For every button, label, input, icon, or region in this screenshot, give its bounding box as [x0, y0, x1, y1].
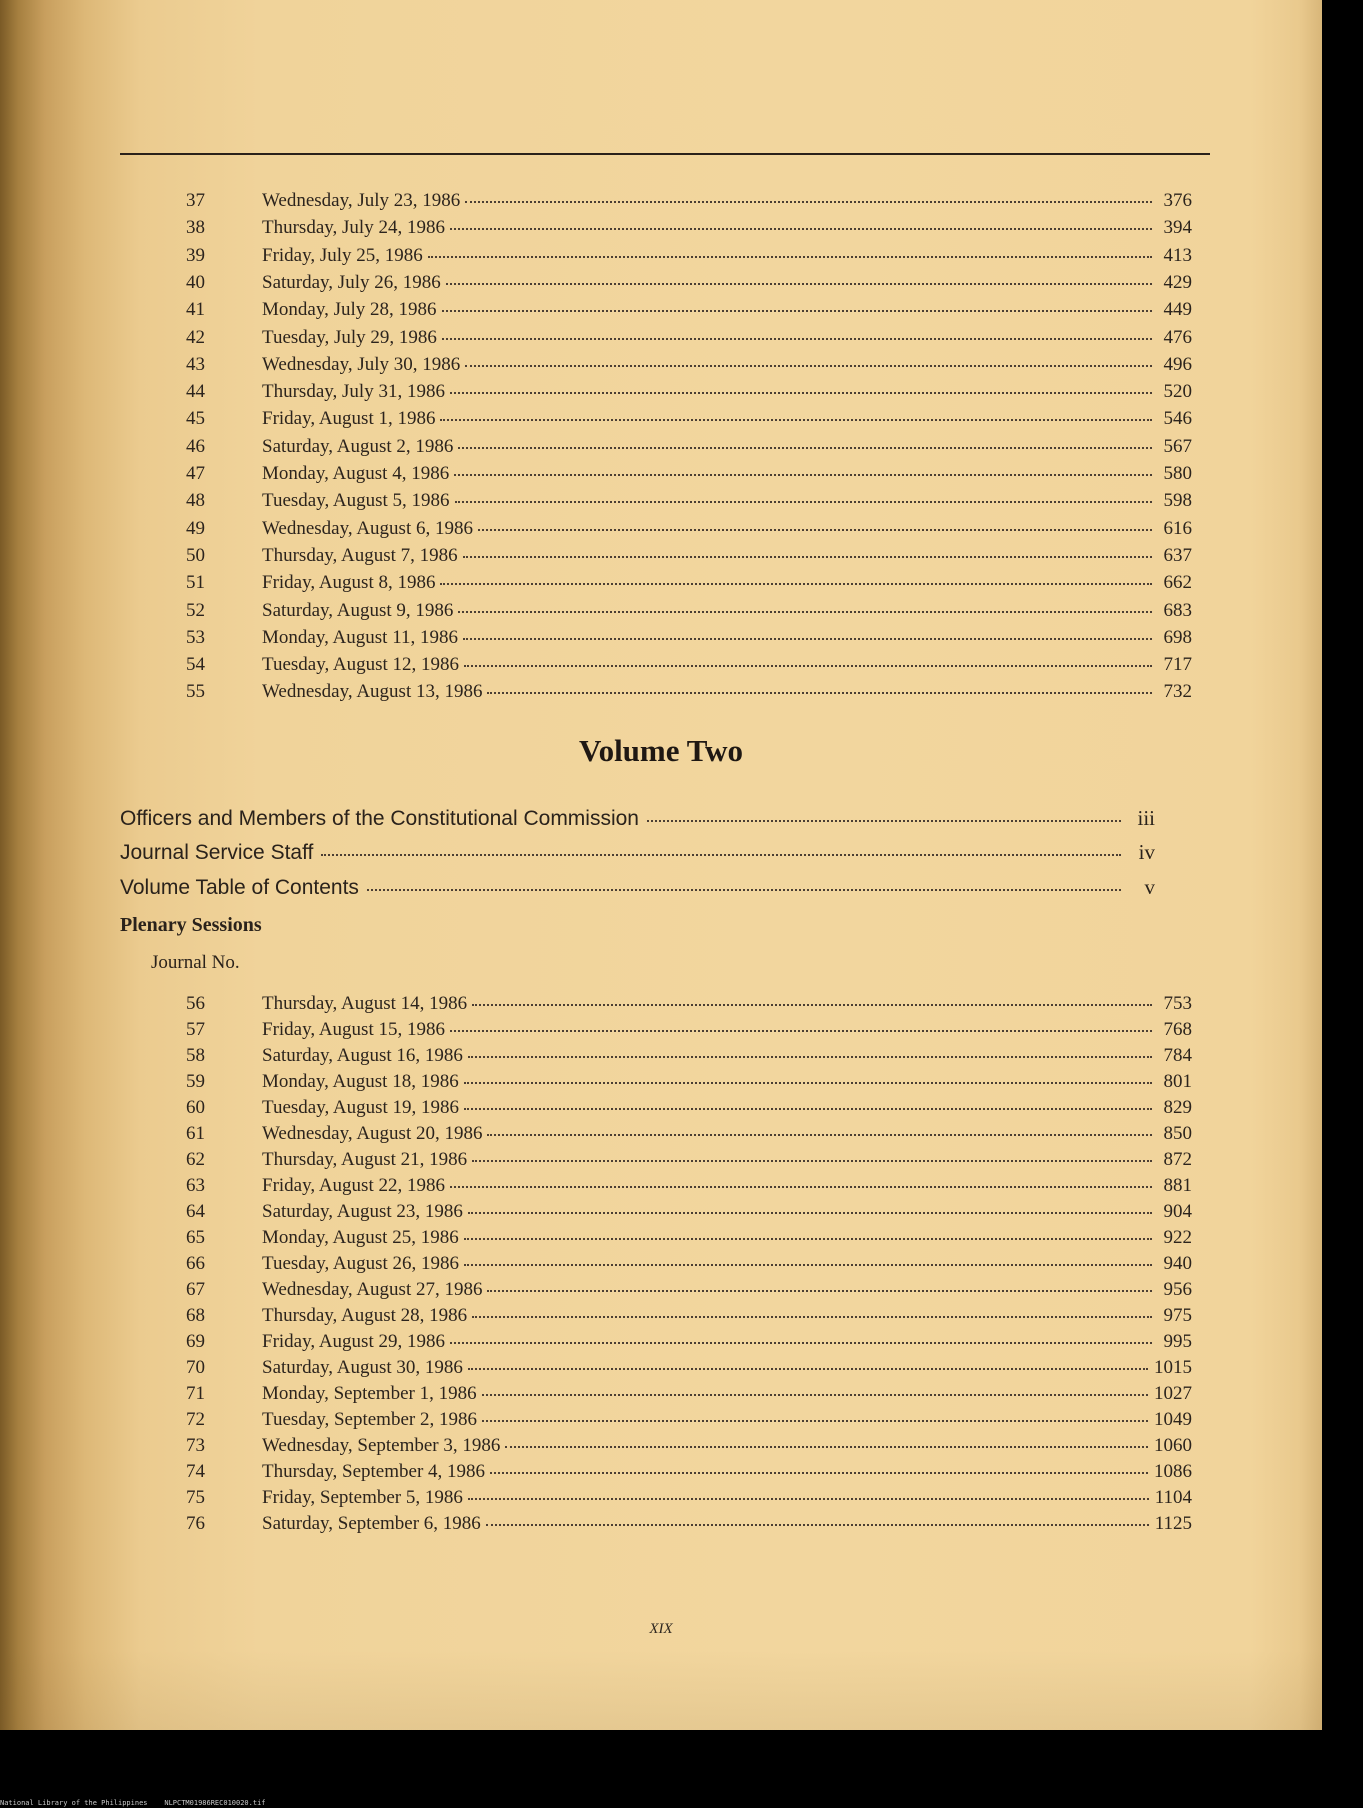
dot-leader	[482, 1414, 1148, 1422]
toc-entry	[0, 1511, 1322, 1537]
journal-number: 55	[186, 681, 205, 703]
dot-leader	[442, 304, 1152, 312]
front-matter-contents	[120, 875, 1155, 907]
page-number: 567	[1163, 435, 1192, 457]
session-date: Thursday, August 21, 1986	[262, 1149, 468, 1170]
dot-leader	[464, 1258, 1152, 1266]
session-date: Tuesday, August 12, 1986	[262, 654, 460, 676]
dot-leader	[487, 1128, 1152, 1136]
journal-number: 68	[186, 1305, 205, 1326]
page-number: 753	[1163, 993, 1192, 1014]
scan-caption: National Library of the Philippines NLPCTM01986REC010020.tif	[0, 1799, 266, 1807]
session-date: Saturday, July 26, 1986	[262, 271, 441, 293]
toc-entry	[0, 1095, 1322, 1121]
toc-entry-leader	[262, 1225, 1192, 1251]
top-rule	[120, 153, 1210, 155]
session-date: Thursday, August 28, 1986	[262, 1305, 468, 1326]
session-date: Friday, August 29, 1986	[262, 1331, 445, 1352]
dot-leader	[468, 1362, 1148, 1370]
journal-number: 70	[186, 1357, 205, 1378]
page-number: 376	[1163, 190, 1192, 211]
dot-leader	[464, 1232, 1152, 1240]
dot-leader	[458, 605, 1152, 613]
toc-entry	[0, 488, 1322, 514]
journal-number: 52	[186, 599, 205, 621]
page-folio: XIX	[649, 1621, 673, 1637]
toc-entry	[0, 679, 1322, 705]
session-date: Monday, August 4, 1986	[262, 463, 450, 484]
session-date: Saturday, August 16, 1986	[262, 1045, 463, 1066]
dot-leader	[464, 1102, 1152, 1110]
toc-entry-leader	[262, 270, 1192, 296]
toc-entry-leader	[262, 516, 1192, 542]
dot-leader	[440, 577, 1152, 585]
toc-entry-leader	[262, 488, 1192, 514]
session-date: Thursday, August 7, 1986	[262, 544, 458, 566]
toc-entry	[0, 625, 1322, 651]
page-number: 698	[1163, 626, 1192, 648]
dot-leader	[490, 1466, 1148, 1474]
dot-leader	[446, 277, 1152, 285]
toc-entry	[0, 1329, 1322, 1355]
dot-leader	[478, 523, 1152, 531]
toc-entry	[0, 352, 1322, 378]
session-date: Tuesday, August 5, 1986	[262, 490, 450, 512]
journal-number: 62	[186, 1149, 205, 1170]
journal-number: 67	[186, 1279, 205, 1300]
page-number: 732	[1163, 681, 1192, 703]
session-date: Thursday, August 14, 1986	[262, 993, 468, 1014]
dot-leader	[468, 1492, 1149, 1500]
dot-leader	[482, 1388, 1148, 1396]
journal-number: 69	[186, 1331, 205, 1352]
page-number: 904	[1163, 1201, 1192, 1222]
toc-entry-leader	[262, 406, 1192, 432]
toc-entry	[0, 1355, 1322, 1381]
session-date: Wednesday, August 6, 1986	[262, 517, 473, 539]
toc-entry	[0, 406, 1322, 432]
journal-number: 60	[186, 1097, 205, 1118]
session-date: Wednesday, August 13, 1986	[262, 681, 483, 703]
toc-entry	[0, 516, 1322, 542]
session-date: Friday, August 15, 1986	[262, 1019, 445, 1040]
dot-leader	[454, 468, 1152, 476]
page-number: 546	[1163, 408, 1192, 430]
toc-entry	[0, 543, 1322, 569]
session-date: Saturday, August 9, 1986	[262, 599, 454, 621]
toc-entry	[0, 570, 1322, 596]
page-number: 520	[1163, 381, 1192, 403]
page-number: 449	[1163, 299, 1192, 321]
page-number: 801	[1163, 1071, 1192, 1092]
session-date: Tuesday, August 26, 1986	[262, 1253, 460, 1274]
journal-number: 38	[186, 217, 205, 239]
dot-leader	[647, 814, 1121, 822]
page-number: 995	[1163, 1331, 1192, 1352]
toc-entry-leader	[262, 1017, 1192, 1043]
journal-number: 74	[186, 1461, 205, 1482]
journal-number: 45	[186, 408, 205, 430]
page-number: 850	[1163, 1123, 1192, 1144]
session-date: Wednesday, August 20, 1986	[262, 1123, 483, 1144]
page-number: 580	[1163, 463, 1192, 484]
session-date: Thursday, July 31, 1986	[262, 381, 445, 403]
toc-entry-leader	[262, 679, 1192, 705]
toc-entry	[0, 1147, 1322, 1173]
dot-leader	[472, 1310, 1152, 1318]
journal-number: 64	[186, 1201, 205, 1222]
page-number: 637	[1163, 544, 1192, 566]
toc-entry	[0, 1043, 1322, 1069]
toc-entry-leader	[262, 1459, 1192, 1485]
toc-entry	[0, 270, 1322, 296]
toc-entry-leader	[262, 215, 1192, 241]
toc-entry	[0, 297, 1322, 323]
toc-entry-leader	[262, 598, 1192, 624]
page-number: 496	[1163, 353, 1192, 375]
toc-entry-leader	[262, 1433, 1192, 1459]
page-number: 429	[1163, 271, 1192, 293]
journal-number: 66	[186, 1253, 205, 1274]
journal-number: 65	[186, 1227, 205, 1248]
session-date: Friday, July 25, 1986	[262, 244, 423, 266]
journal-number: 41	[186, 299, 205, 321]
toc-entry-leader	[262, 1329, 1192, 1355]
page-number: 394	[1163, 217, 1192, 239]
toc-entry-leader	[262, 243, 1192, 269]
toc-entry-leader	[262, 325, 1192, 351]
toc-entry-leader	[262, 1511, 1192, 1537]
toc-entry	[0, 243, 1322, 269]
toc-entry	[0, 1381, 1322, 1407]
page-number: 975	[1163, 1305, 1192, 1326]
page-number: 922	[1163, 1227, 1192, 1248]
dot-leader	[487, 1284, 1152, 1292]
toc-entry	[0, 325, 1322, 351]
journal-number: 54	[186, 654, 205, 676]
toc-entry	[0, 188, 1322, 214]
toc-entry	[0, 1485, 1322, 1511]
journal-number: 72	[186, 1409, 205, 1430]
page-number: 662	[1163, 572, 1192, 594]
dot-leader	[468, 1050, 1152, 1058]
page-number: 829	[1163, 1097, 1192, 1118]
toc-entry	[0, 1277, 1322, 1303]
toc-entry	[0, 1251, 1322, 1277]
dot-leader	[472, 1154, 1152, 1162]
journal-number: 59	[186, 1071, 205, 1092]
journal-number: 39	[186, 244, 205, 266]
toc-entry-leader	[262, 1043, 1192, 1069]
page-number: 616	[1163, 517, 1192, 539]
session-date: Friday, August 8, 1986	[262, 572, 436, 594]
page-number: 1049	[1154, 1409, 1192, 1430]
toc-entry-leader	[262, 1251, 1192, 1277]
session-date: Tuesday, August 19, 1986	[262, 1097, 460, 1118]
dot-leader	[465, 195, 1152, 203]
journal-number: 73	[186, 1435, 205, 1456]
page-number: 956	[1163, 1279, 1192, 1300]
page-number: 768	[1163, 1019, 1192, 1040]
front-matter-label: Officers and Members of the Constitutional Commission	[120, 807, 639, 830]
toc-entry-leader	[262, 434, 1192, 460]
toc-entry-leader	[262, 379, 1192, 405]
journal-number: 75	[186, 1487, 205, 1508]
toc-entry	[0, 598, 1322, 624]
session-date: Friday, August 1, 1986	[262, 408, 436, 430]
session-date: Monday, August 18, 1986	[262, 1071, 459, 1092]
journal-number: 44	[186, 381, 205, 403]
toc-entry-leader	[262, 1095, 1192, 1121]
page-number: 872	[1163, 1149, 1192, 1170]
toc-entry-leader	[262, 1407, 1192, 1433]
dot-leader	[450, 386, 1152, 394]
journal-number: 42	[186, 326, 205, 348]
dot-leader	[487, 686, 1152, 694]
dot-leader	[505, 1440, 1148, 1448]
toc-entry-leader	[262, 1121, 1192, 1147]
session-date: Saturday, August 23, 1986	[262, 1201, 463, 1222]
toc-entry-leader	[262, 461, 1192, 487]
journal-number: 50	[186, 544, 205, 566]
toc-entry	[0, 1199, 1322, 1225]
toc-entry-leader	[262, 1303, 1192, 1329]
journal-number: 51	[186, 572, 205, 594]
toc-entry-leader	[262, 1277, 1192, 1303]
dot-leader	[458, 441, 1152, 449]
dot-leader	[321, 848, 1121, 856]
toc-entry	[0, 1303, 1322, 1329]
session-date: Monday, August 11, 1986	[262, 626, 458, 648]
page-number: 717	[1163, 654, 1192, 676]
page-number: 784	[1163, 1045, 1192, 1066]
dot-leader	[367, 883, 1121, 891]
session-date: Saturday, September 6, 1986	[262, 1513, 481, 1534]
page-number: 598	[1163, 490, 1192, 512]
dot-leader	[455, 495, 1152, 503]
toc-entry	[0, 1433, 1322, 1459]
session-date: Monday, September 1, 1986	[262, 1383, 477, 1404]
toc-entry-leader	[262, 1147, 1192, 1173]
dot-leader	[428, 250, 1152, 258]
dot-leader	[468, 1206, 1152, 1214]
front-matter-label: Journal Service Staff	[120, 841, 314, 864]
dot-leader	[450, 1180, 1152, 1188]
toc-entry	[0, 652, 1322, 678]
page-number: 940	[1163, 1253, 1192, 1274]
toc-entry	[0, 1121, 1322, 1147]
page-number: 1027	[1154, 1383, 1192, 1404]
toc-entry	[0, 215, 1322, 241]
session-date: Thursday, September 4, 1986	[262, 1461, 486, 1482]
toc-entry-leader	[262, 1355, 1192, 1381]
toc-entry-leader	[262, 991, 1192, 1017]
page-number: 881	[1163, 1175, 1192, 1196]
journal-number: 49	[186, 517, 205, 539]
journal-number: 40	[186, 271, 205, 293]
session-date: Friday, September 5, 1986	[262, 1487, 463, 1508]
toc-entry	[0, 1225, 1322, 1251]
toc-entry-leader	[262, 652, 1192, 678]
dot-leader	[465, 359, 1152, 367]
journal-number: 76	[186, 1513, 205, 1534]
session-date: Thursday, July 24, 1986	[262, 217, 445, 239]
journal-number: 71	[186, 1383, 205, 1404]
session-date: Tuesday, July 29, 1986	[262, 326, 437, 348]
dot-leader	[472, 998, 1152, 1006]
toc-entry	[0, 434, 1322, 460]
session-date: Wednesday, September 3, 1986	[262, 1435, 501, 1456]
toc-entry	[0, 1017, 1322, 1043]
page-number: 413	[1163, 244, 1192, 266]
session-date: Tuesday, September 2, 1986	[262, 1409, 477, 1430]
journal-number: 47	[186, 463, 205, 484]
page-number: 1104	[1154, 1487, 1192, 1508]
toc-entry	[0, 991, 1322, 1017]
dot-leader	[440, 413, 1152, 421]
session-date: Friday, August 22, 1986	[262, 1175, 445, 1196]
toc-entry-leader	[262, 1173, 1192, 1199]
journal-number: 63	[186, 1175, 205, 1196]
volume-two-heading: Volume Two	[579, 733, 743, 768]
journal-number: 61	[186, 1123, 205, 1144]
journal-number: 56	[186, 993, 205, 1014]
toc-entry-leader	[262, 188, 1192, 214]
toc-entry	[0, 1459, 1322, 1485]
session-date: Wednesday, August 27, 1986	[262, 1279, 483, 1300]
dot-leader	[464, 1076, 1152, 1084]
toc-entry-leader	[262, 570, 1192, 596]
toc-entry-leader	[262, 1485, 1192, 1511]
toc-entry-leader	[262, 625, 1192, 651]
journal-no-label: Journal No.	[151, 952, 240, 973]
page-number: 683	[1163, 599, 1192, 621]
session-date: Saturday, August 30, 1986	[262, 1357, 463, 1378]
dot-leader	[450, 222, 1152, 230]
front-matter-officers	[120, 806, 1155, 838]
journal-number: 58	[186, 1045, 205, 1066]
session-date: Monday, August 25, 1986	[262, 1227, 459, 1248]
toc-entry-leader	[262, 297, 1192, 323]
session-date: Saturday, August 2, 1986	[262, 435, 454, 457]
journal-number: 57	[186, 1019, 205, 1040]
plenary-sessions-heading: Plenary Sessions	[120, 914, 262, 936]
session-date: Wednesday, July 23, 1986	[262, 190, 461, 211]
page-number: 1015	[1154, 1357, 1192, 1378]
journal-number: 37	[186, 190, 205, 211]
toc-entry-leader	[262, 352, 1192, 378]
toc-entry	[0, 1069, 1322, 1095]
session-date: Wednesday, July 30, 1986	[262, 353, 461, 375]
front-matter-page: iv	[1138, 840, 1155, 864]
page-number: 476	[1163, 326, 1192, 348]
journal-number: 46	[186, 435, 205, 457]
page-number: 1060	[1154, 1435, 1192, 1456]
dot-leader	[463, 632, 1152, 640]
toc-entry-leader	[262, 1381, 1192, 1407]
journal-number: 43	[186, 353, 205, 375]
toc-entry-leader	[262, 543, 1192, 569]
toc-entry	[0, 1173, 1322, 1199]
toc-entry	[0, 379, 1322, 405]
front-matter-label: Volume Table of Contents	[120, 876, 359, 899]
toc-entry-leader	[262, 1199, 1192, 1225]
front-matter-staff	[120, 840, 1155, 872]
page-number: 1086	[1154, 1461, 1192, 1482]
toc-entry-leader	[262, 1069, 1192, 1095]
toc-entry	[0, 1407, 1322, 1433]
dot-leader	[463, 550, 1152, 558]
journal-number: 53	[186, 626, 205, 648]
page-number: 1125	[1154, 1513, 1192, 1534]
session-date: Monday, July 28, 1986	[262, 299, 437, 321]
front-matter-page: v	[1144, 875, 1155, 899]
dot-leader	[442, 332, 1152, 340]
journal-number: 48	[186, 490, 205, 512]
dot-leader	[464, 659, 1152, 667]
dot-leader	[450, 1336, 1152, 1344]
dot-leader	[486, 1518, 1149, 1526]
dot-leader	[450, 1024, 1152, 1032]
front-matter-page: iii	[1137, 806, 1155, 830]
toc-entry	[0, 461, 1322, 487]
